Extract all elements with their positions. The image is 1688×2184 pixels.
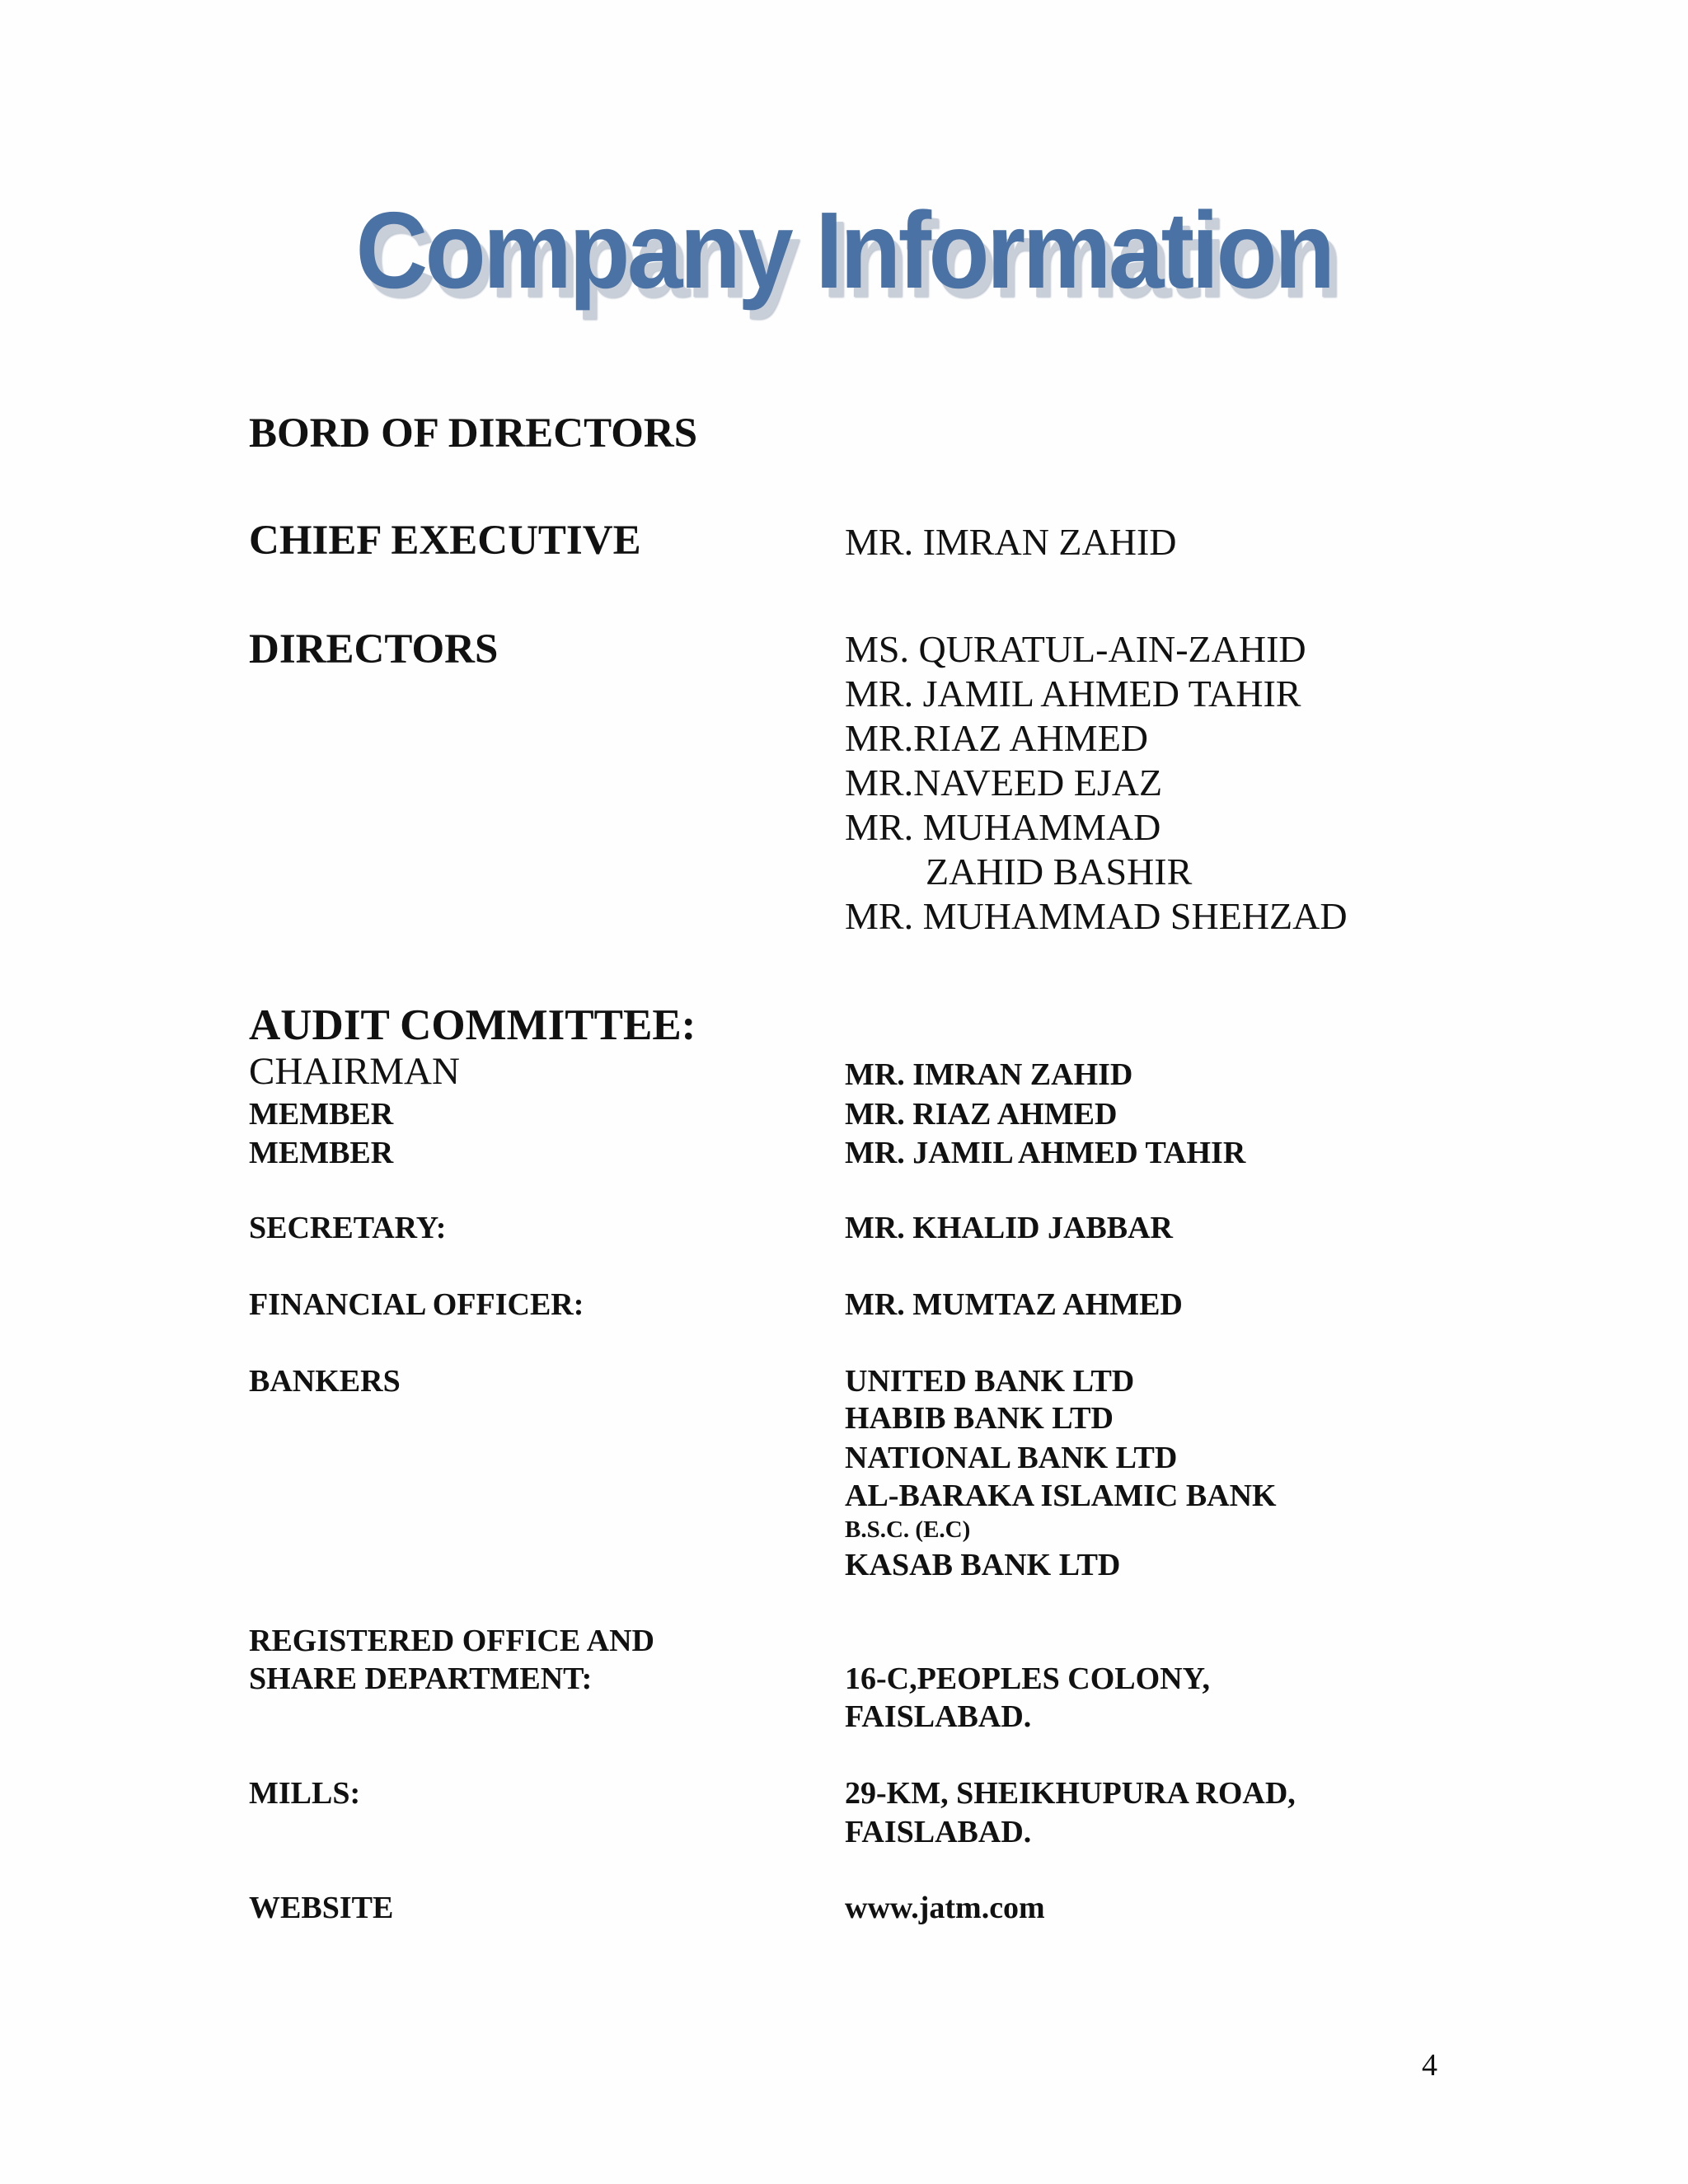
mills-label: MILLS: <box>249 1776 361 1811</box>
bank-name: NATIONAL BANK LTD <box>845 1441 1178 1475</box>
bank-name: KASAB BANK LTD <box>845 1548 1121 1582</box>
page-number: 4 <box>1422 2048 1437 2083</box>
director-name: MR.NAVEED EJAZ <box>845 762 1163 804</box>
chief-executive-value: MR. IMRAN ZAHID <box>845 521 1177 563</box>
chief-executive-label: CHIEF EXECUTIVE <box>249 518 641 564</box>
audit-member-label: MEMBER <box>249 1097 394 1132</box>
board-heading: BORD OF DIRECTORS <box>249 410 698 457</box>
registered-office-label: REGISTERED OFFICE AND <box>249 1624 654 1658</box>
director-name: MR. JAMIL AHMED TAHIR <box>845 673 1301 715</box>
mills-city: FAISLABAD. <box>845 1815 1032 1849</box>
director-name: MR. MUHAMMAD <box>845 806 1161 848</box>
directors-label: DIRECTORS <box>249 626 499 673</box>
website-link[interactable]: www.jatm.com <box>845 1891 1045 1925</box>
bank-name: AL-BARAKA ISLAMIC BANK <box>845 1479 1277 1513</box>
page-title: Company Information <box>355 190 1333 311</box>
share-department-label: SHARE DEPARTMENT: <box>249 1661 593 1696</box>
audit-chairman-value: MR. IMRAN ZAHID <box>845 1057 1133 1092</box>
director-name: ZAHID BASHIR <box>926 851 1193 893</box>
director-name: MR.RIAZ AHMED <box>845 717 1149 759</box>
financial-officer-label: FINANCIAL OFFICER: <box>249 1287 584 1322</box>
audit-committee-heading: AUDIT COMMITTEE: <box>249 1001 696 1049</box>
registered-office-address: 16-C,PEOPLES COLONY, <box>845 1661 1211 1696</box>
bankers-label: BANKERS <box>249 1364 401 1399</box>
registered-office-city: FAISLABAD. <box>845 1699 1032 1734</box>
audit-member-value: MR. RIAZ AHMED <box>845 1097 1118 1132</box>
audit-member-value: MR. JAMIL AHMED TAHIR <box>845 1136 1246 1170</box>
director-name: MR. MUHAMMAD SHEHZAD <box>845 895 1348 937</box>
mills-address: 29-KM, SHEIKHUPURA ROAD, <box>845 1776 1296 1811</box>
bank-name: UNITED BANK LTD <box>845 1364 1135 1399</box>
audit-member-label: MEMBER <box>249 1136 394 1170</box>
bank-name: B.S.C. (E.C) <box>845 1516 971 1543</box>
website-label: WEBSITE <box>249 1891 394 1925</box>
director-name: MS. QURATUL-AIN-ZAHID <box>845 628 1306 670</box>
secretary-label: SECRETARY: <box>249 1211 447 1245</box>
secretary-value: MR. KHALID JABBAR <box>845 1211 1173 1245</box>
audit-chairman-label: CHAIRMAN <box>249 1050 460 1093</box>
bank-name: HABIB BANK LTD <box>845 1401 1114 1436</box>
financial-officer-value: MR. MUMTAZ AHMED <box>845 1287 1183 1322</box>
